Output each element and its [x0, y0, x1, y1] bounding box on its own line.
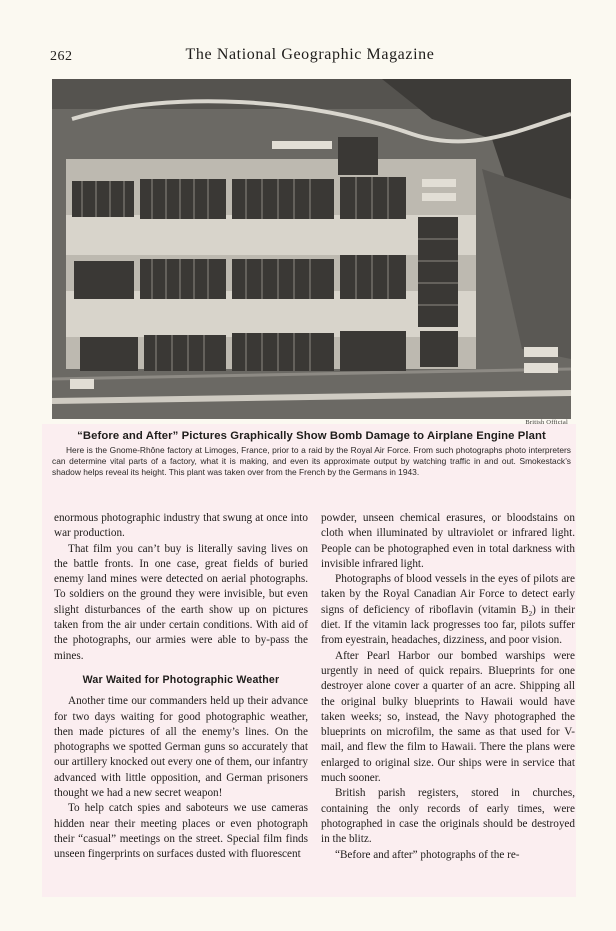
- paragraph: To help catch spies and saboteurs we use cameras hidden near their meeting places or even photograph their “casual” meetings on the street. Special film finds unseen fingerprints on surfaces dusted with fluorescent: [54, 802, 308, 861]
- paragraph-text: ) in their diet. If the vitamin lack progresses too far, pilots suffer from eyestrain, headaches, dizziness, and poor vision.: [321, 603, 575, 647]
- right-column: [321, 511, 575, 863]
- page-number: 262: [50, 49, 73, 64]
- page-header: [50, 46, 570, 68]
- running-title: The National Geographic Magazine: [185, 46, 435, 63]
- paragraph: After Pearl Harbor our bombed warships were urgently in need of quick repairs. Blueprints for one destroyer alone cover a quarter of an acre. Shipping all the original bulky blueprints to Hawaii would have taken weeks; so, instead, the Navy photographed the blueprints on microfilm, the same as that used for V-mail, and flew the film to Hawaii. There the plans were enlarged to original size. Our ships were in service that much sooner.: [321, 649, 575, 785]
- paragraph: That film you can’t buy is literally saving lives on the battle fronts. In one case, great fields of buried enemy land mines were detected on aerial photographs. To soldiers on the ground they were invisible, but even slight disturbances of the earth show up on pictures taken from the air under certain conditions. With aid of the photographs, our armies were able to by-pass the mines.: [54, 542, 308, 662]
- paragraph-riboflavin: [321, 572, 575, 648]
- paragraph: powder, unseen chemical erasures, or bloodstains on cloth when illuminated by ultraviolet or infrared light. People can be photographed even in total darkness with invisible infrared light.: [321, 512, 575, 570]
- paragraph: enormous photographic industry that swung at once into war production.: [54, 512, 308, 540]
- subscript: 2: [528, 610, 533, 619]
- factory-aerial-illustration: [52, 79, 571, 419]
- caption-body: Here is the Gnome-Rhône factory at Limoges, France, prior to a raid by the Royal Air Force. From such photographs photo interpreters can determine vital parts of a factory, what it is making, and even its approximate output by watching traffic in and out. Smokestack’s shadow helps reveal its height. This plant was taken over from the French by the Germans in 1943.: [52, 445, 571, 477]
- left-column: [54, 511, 308, 863]
- aerial-photo: [52, 79, 571, 419]
- paragraph: “Before and after” photographs of the re-: [335, 848, 520, 861]
- caption-title: “Before and After” Pictures Graphically Show Bomb Damage to Airplane Engine Plant: [77, 430, 546, 442]
- paragraph: Another time our commanders held up their advance for two days waiting for good photographic weather, then made pictures of all the enemy’s lines. On the photographs we spotted German guns so accurately that our artillery knocked out every one of them, our infantry advanced with little opposition, and German prisoners thought we had a new secret weapon!: [54, 695, 308, 800]
- section-subhead: War Waited for Photographic Weather: [82, 673, 280, 686]
- paragraph: British parish registers, stored in churches, containing the only records of early times, were photographed in case the originals should be destroyed in the blitz.: [321, 787, 575, 846]
- photo-credit: British Official: [525, 419, 568, 426]
- paragraph-text: Photographs of blood vessels in the eyes of pilots are taken by the Royal Canadian Air Force to detect early signs of deficiency of riboflavin (vitamin B: [321, 573, 575, 616]
